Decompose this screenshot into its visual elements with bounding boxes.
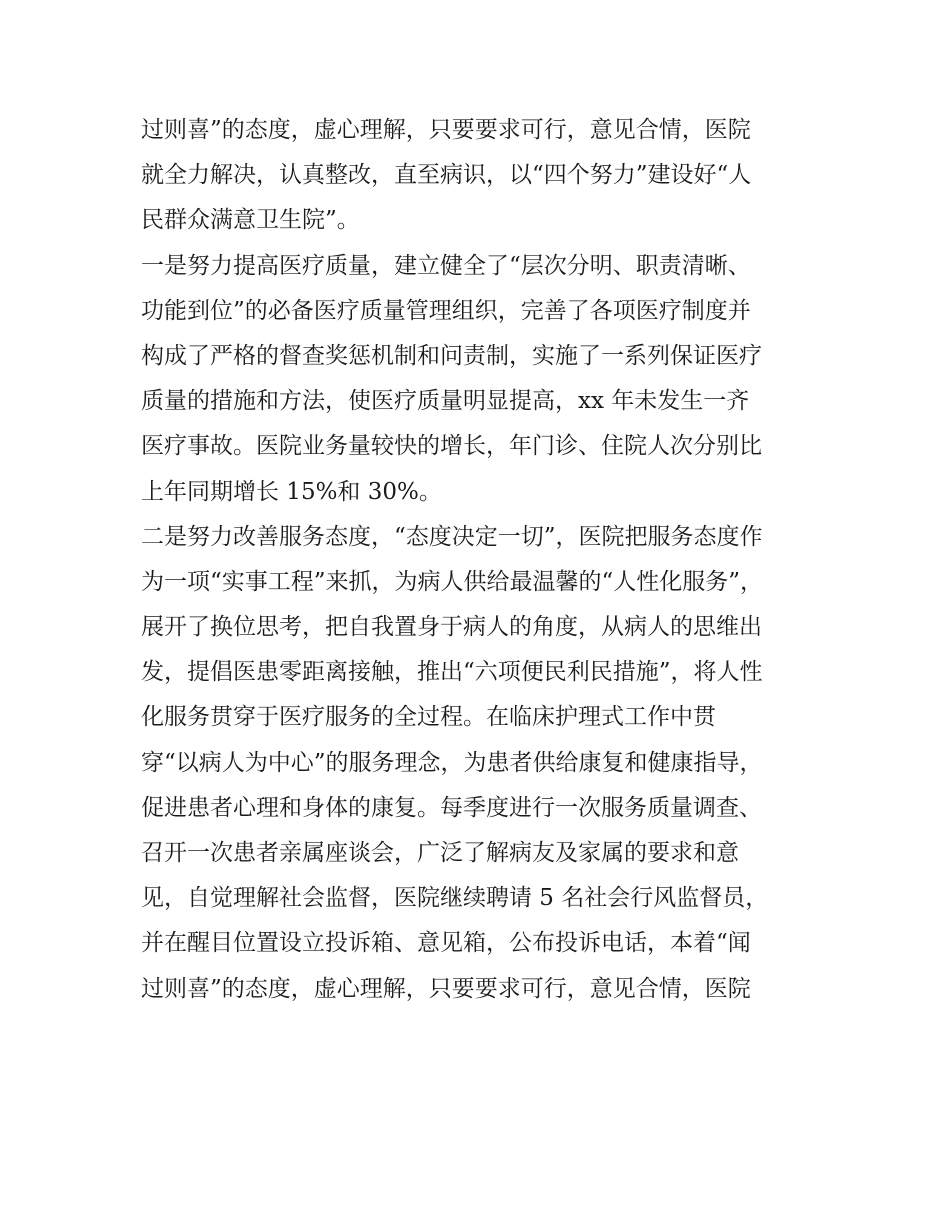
text-line: 发，提倡医患零距离接触，推出“六项便民利民措施”，将人性 (141, 659, 763, 686)
text-line: 见，自觉理解社会监督，医院继续聘请 5 名社会行风监督员， (141, 885, 769, 912)
text-line: 为一项“实事工程”来抓，为病人供给最温馨的“人性化服务”， (141, 568, 764, 595)
text-line: 上年同期增长 15%和 30%。 (141, 478, 442, 505)
text-line: 过则喜”的态度，虚心理解，只要要求可行，意见合情，医院 (141, 117, 751, 143)
text-line: 质量的措施和方法，使医疗质量明显提高，xx 年未发生一齐 (141, 388, 750, 415)
text-line: 并在醒目位置设立投诉箱、意见箱，公布投诉电话，本着“闻 (141, 930, 751, 957)
text-line: 过则喜”的态度，虚心理解，只要要求可行，意见合情，医院 (141, 975, 751, 1002)
text-line: 促进患者心理和身体的康复。每季度进行一次服务质量调查、 (141, 794, 762, 821)
text-line: 一是努力提高医疗质量，建立健全了“层次分明、职责清晰、 (141, 252, 751, 279)
text-line: 二是努力改善服务态度，“态度决定一切”，医院把服务态度作 (141, 523, 763, 550)
text-line: 展开了换位思考，把自我置身于病人的角度，从病人的思维出 (141, 614, 762, 641)
text-line: 医疗事故。医院业务量较快的增长，年门诊、住院人次分别比 (141, 433, 762, 460)
text-line: 化服务贯穿于医疗服务的全过程。在临床护理式工作中贯 (141, 704, 716, 731)
document-body (141, 108, 821, 1012)
text-line: 穿“以病人为中心”的服务理念，为患者供给康复和健康指导， (141, 749, 763, 776)
text-line: 构成了严格的督查奖惩机制和问责制，实施了一系列保证医疗 (141, 342, 762, 369)
text-line: 就全力解决，认真整改，直至病识，以“四个努力”建设好“人 (141, 162, 752, 189)
text-line: 功能到位”的必备医疗质量管理组织，完善了各项医疗制度并 (141, 297, 751, 324)
text-line: 民群众满意卫生院”。 (141, 207, 360, 234)
text-line: 召开一次患者亲属座谈会，广泛了解病友及家属的要求和意 (141, 840, 739, 866)
